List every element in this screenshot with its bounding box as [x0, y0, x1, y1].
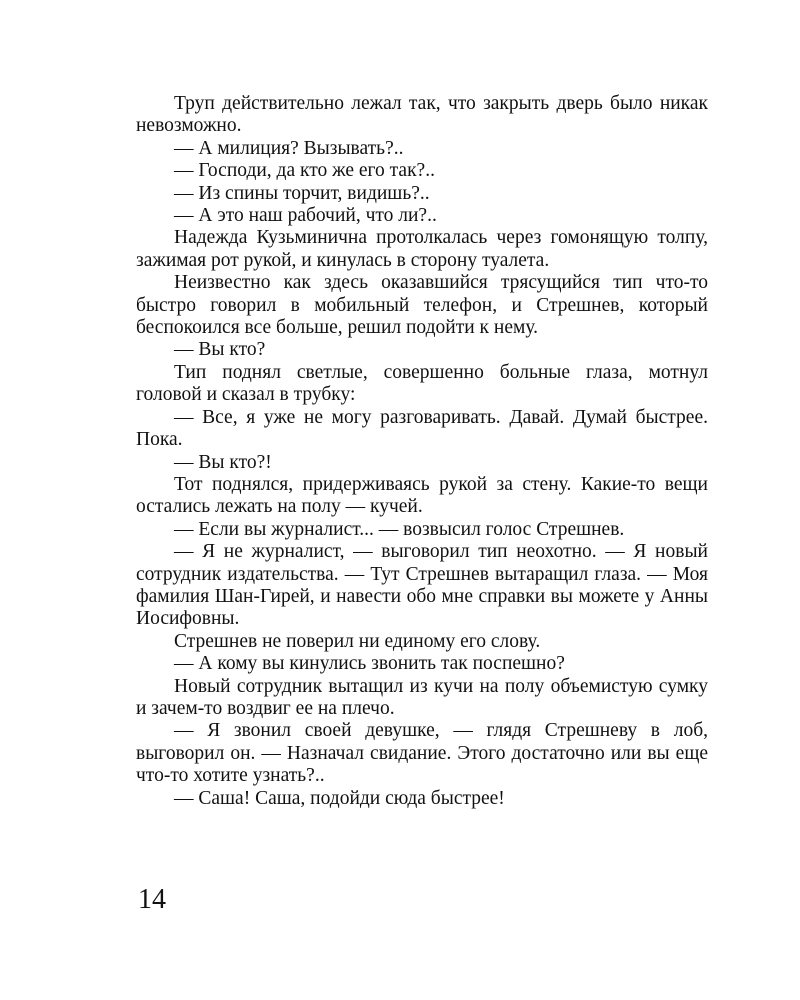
paragraph: — Вы кто?! [174, 451, 272, 473]
paragraph: Стрешнев не поверил ни единому его слову. [174, 630, 541, 652]
paragraph: Тот поднялся, придерживаясь рукой за стену. Какие-то вещи остались лежать на полу — кучей. [136, 473, 708, 518]
paragraph: Новый сотрудник вытащил из кучи на полу объемистую сумку и зачем-то воздвиг ее на плечо. [136, 675, 708, 719]
paragraph: — А это наш рабочий, что ли?.. [174, 205, 437, 227]
paragraph: — Все, я уже не могу разговаривать. Давай. Думай быстрее. Пока. [136, 406, 708, 451]
paragraph: Надежда Кузьминична протолкалась через гомонящую толпу, зажимая рот рукой, и кинулась в сторону туалета. [136, 227, 708, 271]
paragraph: — Вы кто? [174, 339, 266, 361]
paragraph: — Если вы журналист... — возвысил голос Стрешнев. [174, 518, 625, 540]
page-number: 14 [138, 884, 166, 915]
page-body-text [136, 93, 708, 810]
paragraph: — Я не журналист, — выговорил тип неохотно. — Я новый сотрудник издательства. — Тут Стрешнев вытаращил глаза. — Моя фамилия Шан-Гирей, и навести обо мне справки вы можете у Анны Иосифовны. [136, 541, 708, 630]
paragraph: Тип поднял светлые, совершенно больные глаза, мотнул головой и сказал в трубку: [136, 361, 708, 406]
paragraph: — Я звонил своей девушке, — глядя Стрешневу в лоб, выговорил он. — Назначал свидание. Этого достаточно или вы еще что-то хотите узнать?.. [136, 720, 708, 787]
paragraph: — А кому вы кинулись звонить так поспешно? [174, 653, 565, 675]
paragraph: — Саша! Саша, подойди сюда быстрее! [174, 787, 505, 809]
paragraph: Неизвестно как здесь оказавшийся трясущийся тип что-то быстро говорил в мобильный телефон, и Стрешнев, который беспокоился все больше, решил подойти к нему. [136, 272, 708, 339]
paragraph: — Из спины торчит, видишь?.. [174, 182, 430, 204]
paragraph: — А милиция? Вызывать?.. [174, 137, 404, 159]
paragraph: — Господи, да кто же его так?.. [174, 160, 435, 182]
paragraph: Труп действительно лежал так, что закрыть дверь было никак невозможно. [136, 93, 708, 137]
